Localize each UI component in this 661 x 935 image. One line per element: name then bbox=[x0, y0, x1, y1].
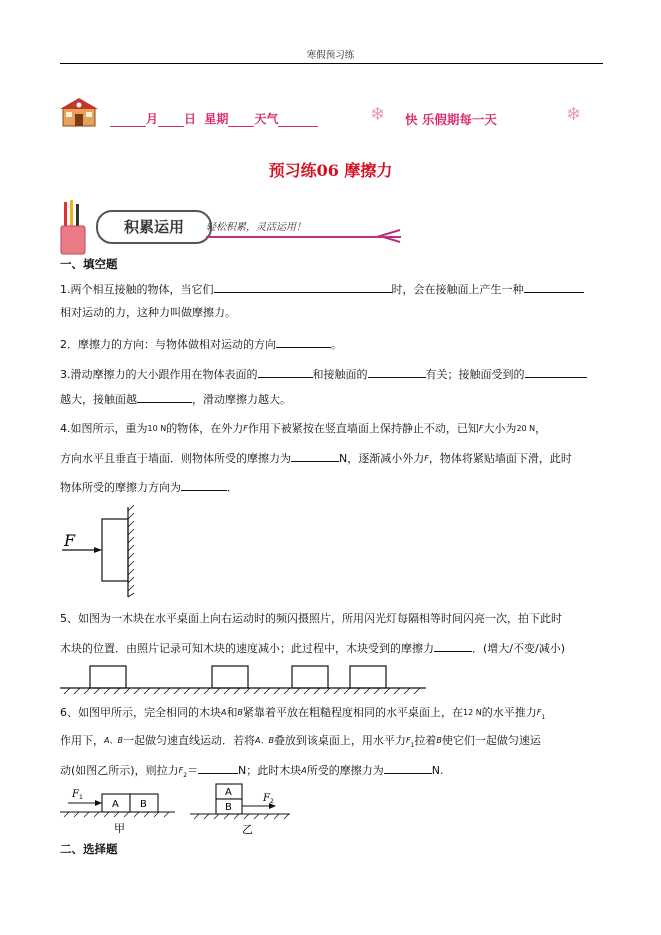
object-block bbox=[102, 519, 128, 581]
block-a-label: A bbox=[225, 787, 232, 798]
section-banner bbox=[58, 200, 408, 260]
question-2: 2．摩擦力的方向：与物体做相对运动的方向 。 bbox=[60, 338, 342, 351]
banner-slogan: 快 乐假期每一天 bbox=[405, 112, 497, 127]
question-4-line-3: 物体所受的摩擦力方向为 ． bbox=[60, 481, 238, 494]
page-title: 预习练06 摩擦力 bbox=[268, 161, 393, 180]
force-f1-label: F bbox=[72, 789, 79, 800]
section-heading: 二、选择题 bbox=[60, 842, 118, 856]
question-6-line-3: 动(如图乙所示)，则拉力$F_2= N$；此时木块A所受的摩擦力为 N. bbox=[60, 764, 444, 780]
block-position-4 bbox=[350, 666, 386, 688]
question-6-line-2: 作用下，A、B一起做匀速直线运动．若将A、B叠放到该桌面上，用水平力$F_1$拉着B使它们一起做匀速运 bbox=[60, 734, 541, 750]
page-header-title: 寒假预习练 bbox=[306, 50, 355, 61]
force-label: F bbox=[64, 531, 76, 550]
table-hatching bbox=[194, 814, 289, 819]
question-6-figure-jia bbox=[60, 784, 180, 836]
question-5-line-1: 5、如图为一木块在水平桌面上向右运动时的频闪摄照片，所用闪光灯每隔相等时间闪亮一次，拍下此时 bbox=[60, 612, 562, 625]
force-f2-label: F bbox=[263, 793, 270, 804]
banner-date: 月 日 星期 天气 bbox=[110, 110, 318, 127]
block-position-3 bbox=[292, 666, 328, 688]
snowflake-icon: ❄ bbox=[370, 104, 386, 125]
wall-hatching bbox=[128, 505, 134, 597]
date-banner bbox=[60, 102, 605, 138]
block-b-label: B bbox=[140, 799, 147, 810]
figure-yi-label: 乙 bbox=[242, 823, 253, 836]
question-1-line-2: 相对运动的力，这种力叫做摩擦力。 bbox=[60, 306, 236, 319]
force-f1-subscript: 1 bbox=[79, 794, 83, 801]
snowflake-icon: ❄ bbox=[566, 104, 582, 125]
header-divider bbox=[60, 63, 603, 64]
section-banner-label: 积累运用 bbox=[96, 210, 212, 244]
pencil-cup-icon bbox=[58, 200, 88, 256]
figure-jia-label: 甲 bbox=[114, 822, 125, 835]
force-f2-subscript: 2 bbox=[270, 798, 274, 805]
question-5-figure bbox=[60, 660, 430, 694]
school-icon bbox=[60, 96, 98, 128]
question-3-line-2: 越大，接触面越 ，滑动摩擦力越大。 bbox=[60, 393, 291, 406]
table-hatching bbox=[64, 688, 420, 694]
question-5-line-2: 木块的位置．由照片记录可知木块的速度减小；此过程中，木块受到的摩擦力 ．(增大/不变/减小) bbox=[60, 642, 565, 655]
block-position-1 bbox=[90, 666, 126, 688]
block-position-2 bbox=[212, 666, 248, 688]
question-3-line-1: 3.滑动摩擦力的大小跟作用在物体表面的 和接触面的 有关；接触面受到的 bbox=[60, 366, 605, 382]
table-hatching bbox=[64, 812, 169, 817]
question-4-line-1: 4.如图所示，重为10 N的物体，在外力F作用下被紧按在竖直墙面上保持静止不动，已知F大小为20 N， bbox=[60, 422, 547, 435]
block-b-label: B bbox=[225, 802, 232, 813]
question-1-line-1: 1.两个相互接触的物体，当它们 时，会在接触面上产生一种 bbox=[60, 281, 605, 297]
section-banner-motto: 轻松积累，灵活运用！ bbox=[206, 222, 306, 233]
block-a-label: A bbox=[112, 799, 119, 810]
question-6-figure-yi bbox=[190, 780, 300, 836]
question-4-line-2: 方向水平且垂直于墙面．则物体所受的摩擦力为 N，逐渐减小外力F，物体将紧贴墙面下滑，此时 bbox=[60, 452, 572, 465]
section-heading: 一、填空题 bbox=[60, 257, 118, 271]
arrow-icon bbox=[376, 228, 402, 244]
question-6-line-1: 6、如图甲所示，完全相同的木块A和B紧靠着平放在粗糙程度相同的水平桌面上，在12 N的水平推力$F_1$ bbox=[60, 706, 546, 722]
question-4-figure bbox=[60, 505, 150, 600]
